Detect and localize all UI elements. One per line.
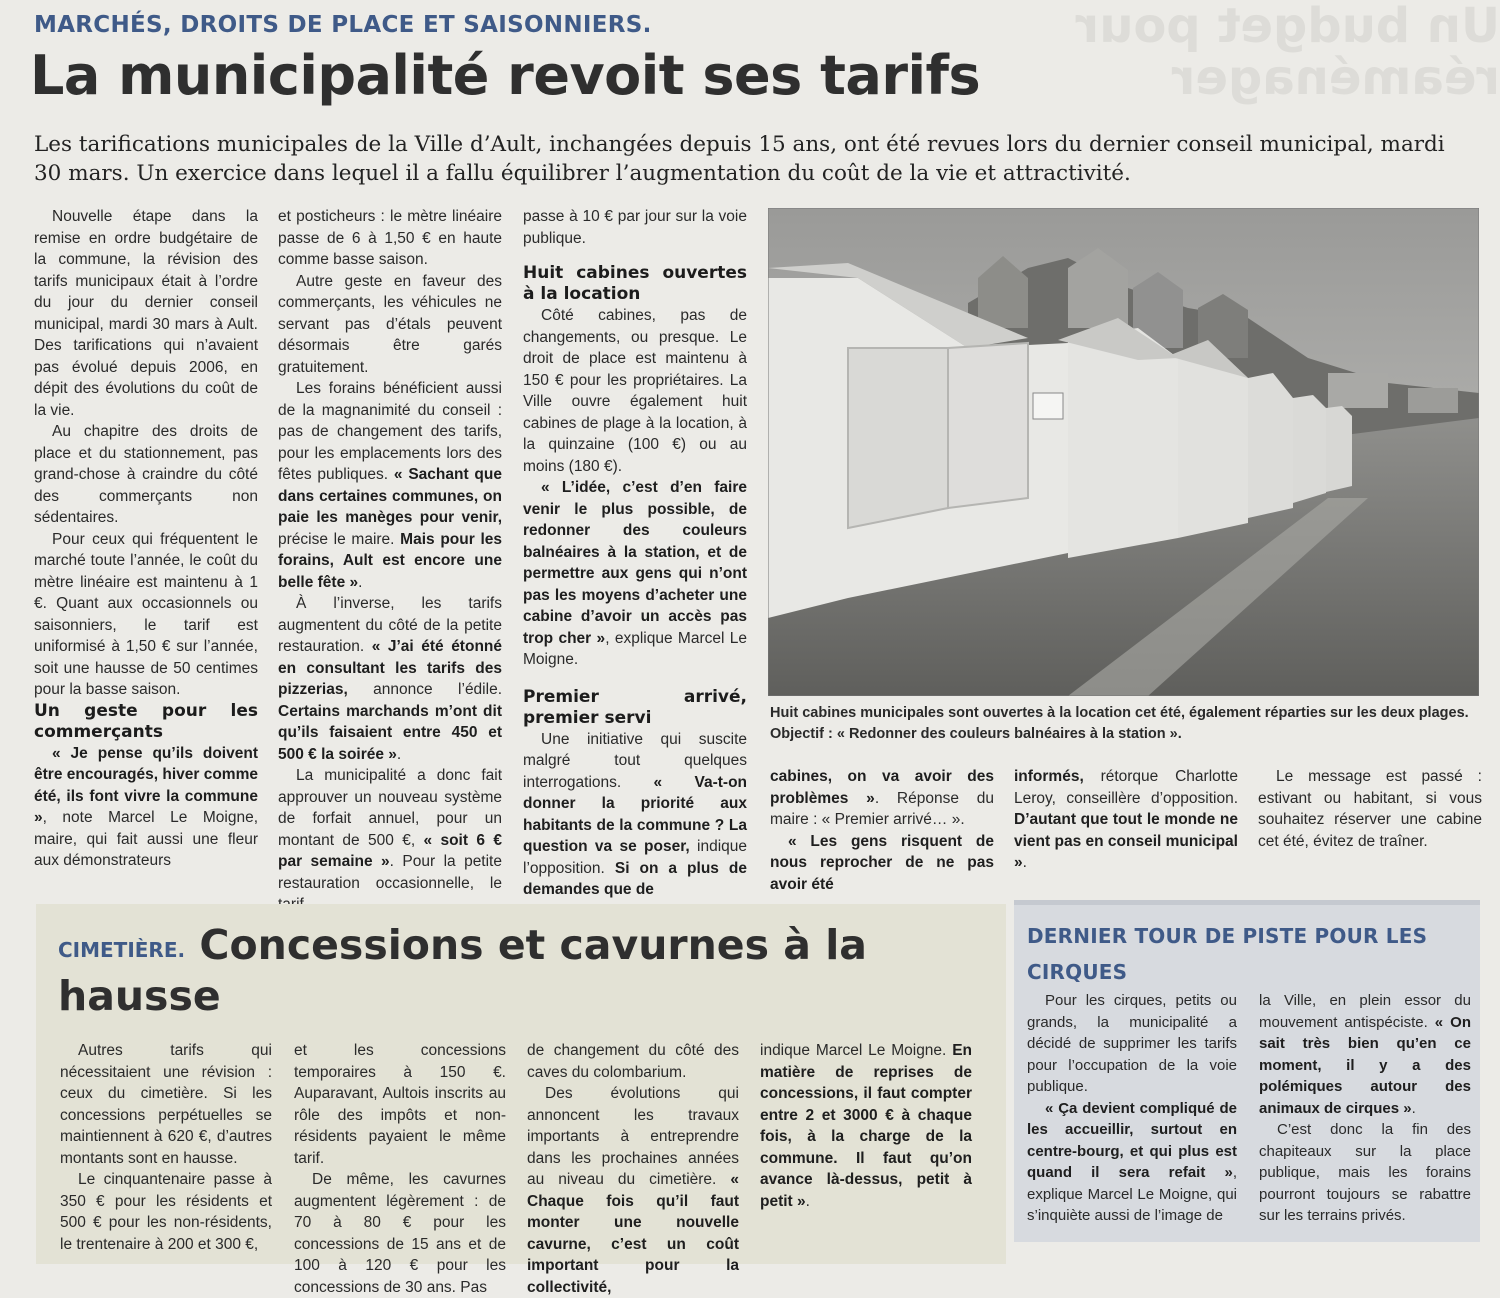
quote-text: « Va-t-on donner la priorité aux habitants de la commune ? La question va se poser, xyxy=(523,773,748,855)
paragraph xyxy=(527,1083,739,1298)
article-column-1 xyxy=(34,206,258,872)
paragraph xyxy=(523,729,747,901)
photo-caption: Huit cabines municipales sont ouvertes à la location cet été, également réparties sur les deux plages. Objectif : « Redonner des couleurs balnéaires à la station ». xyxy=(770,705,1469,742)
circus-column-2 xyxy=(1259,990,1471,1227)
quote-text: informés, xyxy=(1014,768,1084,785)
paragraph: passe à 10 € par jour sur la voie publique. xyxy=(523,208,747,247)
paragraph: Au chapitre des droits de place et du stationnement, pas grand-chose à craindre du côté des commerçants non sédentaires. xyxy=(34,423,258,526)
paragraph-text: Une initiative qui suscite malgré tout quelques interrogations. xyxy=(523,730,747,791)
paragraph: C’est donc la fin des chapiteaux sur la place publique, mais les forains pourront toujours se rabattre sur les terrains privés. xyxy=(1259,1121,1471,1224)
quote-text: « J’ai été étonné en consultant les tarifs des pizzerias, xyxy=(278,638,502,698)
paragraph: de changement du côté des caves du colombarium. xyxy=(527,1042,739,1081)
quote-text: En matière de reprises de concessions, il faut compter entre 2 et 3000 € à chaque fois, à la charge de la commune. Il faut qu’on avance là-dessus, petit à petit » xyxy=(760,1042,972,1210)
paragraph: Autres tarifs qui nécessitaient une révision : ceux du cimetière. Si les concessions perpétuelles se maintiennent à 620 €, d’autres montants sont en hausse. xyxy=(60,1042,272,1167)
article-column-3 xyxy=(523,206,747,901)
subheading: Huit cabines ouvertes à la location xyxy=(523,263,747,304)
paragraph xyxy=(278,593,502,765)
paragraph xyxy=(1014,766,1238,874)
cemetery-column-2 xyxy=(294,1040,506,1298)
paragraph-text: Les forains bénéficient aussi de la magnanimité du conseil : pas de changement des tarifs, pour les emplacements lors des fêtes publiques. xyxy=(278,380,502,483)
quote-text: « Chaque fois qu’il faut monter une nouvelle cavurne, c’est un coût important pour la collectivité, xyxy=(527,1171,739,1296)
article-column-5 xyxy=(1014,766,1238,874)
paragraph: et posticheurs : le mètre linéaire passe de 6 à 1,50 € en haute comme basse saison. xyxy=(278,208,502,268)
quote-text: « Sachant que dans certaines communes, on paie les manèges pour venir, xyxy=(278,466,502,526)
paragraph-text: . xyxy=(358,573,363,591)
paragraph-text: . xyxy=(1411,1099,1416,1117)
subheading: Premier arrivé, premier servi xyxy=(523,686,747,728)
circus-headline: DERNIER TOUR DE PISTE POUR LES CIRQUES xyxy=(1027,924,1428,984)
paragraph-text: rétorque Charlotte Leroy, conseillère d’opposition. xyxy=(1014,768,1238,807)
paragraph-text: , note Marcel Le Moigne, maire, qui fait aussi une fleur aux démonstrateurs xyxy=(34,809,258,869)
circus-column-1 xyxy=(1027,990,1237,1227)
paragraph: Côté cabines, pas de changements, ou presque. Le droit de place est maintenu à 150 € pour les propriétaires. La Ville ouvre également huit cabines de plage à la location, à la quinzaine (100 €) ou au moins (180 €). xyxy=(523,307,747,475)
quote-text: « L’idée, c’est d’en faire venir le plus possible, de redonner des couleurs balnéaires à la station, et de permettre aux gens qui n’ont pas les moyens d’acheter une cabine d’avoir un accès pas trop cher » xyxy=(523,479,747,647)
paragraph: Nouvelle étape dans la remise en ordre budgétaire de la commune, la révision des tarifs municipaux était à l’ordre du jour du dernier conseil municipal, mardi 30 mars à Ault. Des tarifications qui n’avaient pas évolué depuis 2006, en dépit des évolutions du coût de la vie. xyxy=(34,208,258,419)
quote-text: D’autant que tout le monde ne vient pas en conseil municipal » xyxy=(1014,811,1238,871)
article-column-6 xyxy=(1258,766,1482,852)
paragraph-text: . Pour la petite restauration occasionnelle, le xyxy=(278,853,502,892)
paragraph: Pour ceux qui fréquentent le marché toute l’année, le coût du mètre linéaire est maintenu à 1 €. Quant aux occasionnels ou saisonniers, le tarif est uniformisé à 1,50 € sur l’année, soit une hausse de 50 centimes pour la basse saison. xyxy=(34,530,258,698)
paragraph xyxy=(770,766,994,831)
subheading: Un geste pour les commerçants xyxy=(34,700,258,742)
paragraph-text: , explique Marcel Le Moigne, qui s’inquiète aussi de l’image de xyxy=(1027,1164,1237,1224)
paragraph-text: , explique Marcel Le Moigne. xyxy=(523,629,748,668)
quote-text: cabines, on va avoir des problèmes » xyxy=(770,768,994,807)
paragraph-text: La municipalité a donc fait approuver un nouveau système de forfait annuel, pour un montant de 500 €, xyxy=(278,767,502,849)
paragraph-text: À l’inverse, les tarifs augmentent du côté de la petite restauration. xyxy=(278,595,502,655)
quote-text: « Les gens risquent de nous reprocher de ne pas avoir été xyxy=(770,832,994,893)
paragraph-text: . xyxy=(1022,854,1027,871)
paragraph xyxy=(1027,1098,1237,1227)
quote-text: « On sait très bien qu’en ce moment, il y a des polémiques autour des animaux de cirques » xyxy=(1259,1013,1471,1117)
article-kicker: MARCHÉS, DROITS DE PLACE ET SAISONNIERS. xyxy=(34,12,652,38)
paragraph xyxy=(1259,990,1471,1119)
ghost-show-through-text: Un budget pour réaménager xyxy=(1075,0,1500,106)
paragraph-text: . xyxy=(396,745,402,763)
paragraph: De même, les cavurnes augmentent légèrement : de 70 à 80 € pour les concessions de 15 ans et de 100 à 120 € pour les concessions de 30 ans. Pas xyxy=(294,1171,506,1296)
paragraph-text: indique Marcel Le Moigne. xyxy=(760,1042,953,1059)
paragraph xyxy=(278,765,502,916)
paragraph xyxy=(770,831,994,896)
article-column-4 xyxy=(770,766,994,895)
quote-text: « Ça devient compliqué de les accueillir, surtout en centre-bourg, et qui plus est quand il sera refait » xyxy=(1027,1099,1237,1181)
paragraph: Le cinquantenaire passe à 350 € pour les résidents et 500 € pour les non-résidents, le trentenaire à 200 et 300 €, xyxy=(60,1171,272,1253)
quote-text: Mais pour les forains, Ault est encore une belle fête » xyxy=(278,530,502,591)
paragraph xyxy=(760,1040,972,1212)
cemetery-column-1 xyxy=(60,1040,272,1255)
paragraph-text: Des évolutions qui annoncent les travaux importants à entreprendre dans les prochaines années au niveau du cimetière. xyxy=(527,1085,739,1188)
paragraph xyxy=(278,378,502,593)
paragraph-text: . xyxy=(805,1192,810,1210)
box-top-rule xyxy=(1014,900,1480,905)
quote-text: « soit 6 € par semaine » xyxy=(278,831,502,870)
paragraph-text: indique l’opposition. xyxy=(523,838,747,877)
paragraph-text: . Réponse du maire : « Premier arrivé… ». xyxy=(770,789,994,828)
cemetery-column-4 xyxy=(760,1040,972,1212)
paragraph: et les concessions temporaires à 150 €. Auparavant, Aultois inscrits au rôle des impôts et non-résidents payaient le même tarif. xyxy=(294,1042,506,1167)
article-headline: La municipalité revoit ses tarifs xyxy=(30,44,981,107)
cemetery-headline-text: Concessions et cavurnes à la hausse xyxy=(58,921,867,1020)
article-standfirst: Les tarifications municipales de la Ville d’Ault, inchangées depuis 15 ans, ont été revues lors du dernier conseil municipal, mardi 30 mars. Un exercice dans lequel il a fallu équilibrer l’augmentation du coût de la vie et attractivité. xyxy=(34,132,1445,186)
cemetery-headline xyxy=(58,922,958,1019)
paragraph-text: précise le maire. xyxy=(278,530,401,548)
paragraph-text: annonce l’édile. xyxy=(347,681,502,698)
cemetery-kicker: CIMETIÈRE. xyxy=(58,938,186,962)
article-column-2 xyxy=(278,206,502,916)
paragraph: Autre geste en faveur des commerçants, les véhicules ne servant pas d’étals peuvent désormais être garés gratuitement. xyxy=(278,272,502,376)
cemetery-column-3 xyxy=(527,1040,739,1298)
quote-text: Certains marchands m’ont dit qu’ils faisaient entre 450 et 500 € la soirée » xyxy=(278,702,502,763)
beach-cabins-photo xyxy=(768,208,1479,696)
paragraph xyxy=(523,477,747,671)
paragraph-text: la Ville, en plein essor du mouvement antispéciste. xyxy=(1259,992,1471,1031)
paragraph: Le message est passé : estivant ou habitant, si vous souhaitez réserver une cabine cet été, évitez de traîner. xyxy=(1258,768,1482,850)
quote-text: Si on a plus de demandes que de xyxy=(523,859,747,898)
paragraph xyxy=(34,743,258,872)
paragraph: Pour les cirques, petits ou grands, la municipalité a décidé de supprimer les tarifs pour l’occupation de la voie publique. xyxy=(1027,992,1237,1095)
quote-text: « Je pense qu’ils doivent être encouragés, hiver comme été, ils font vivre la commune » xyxy=(34,744,258,826)
